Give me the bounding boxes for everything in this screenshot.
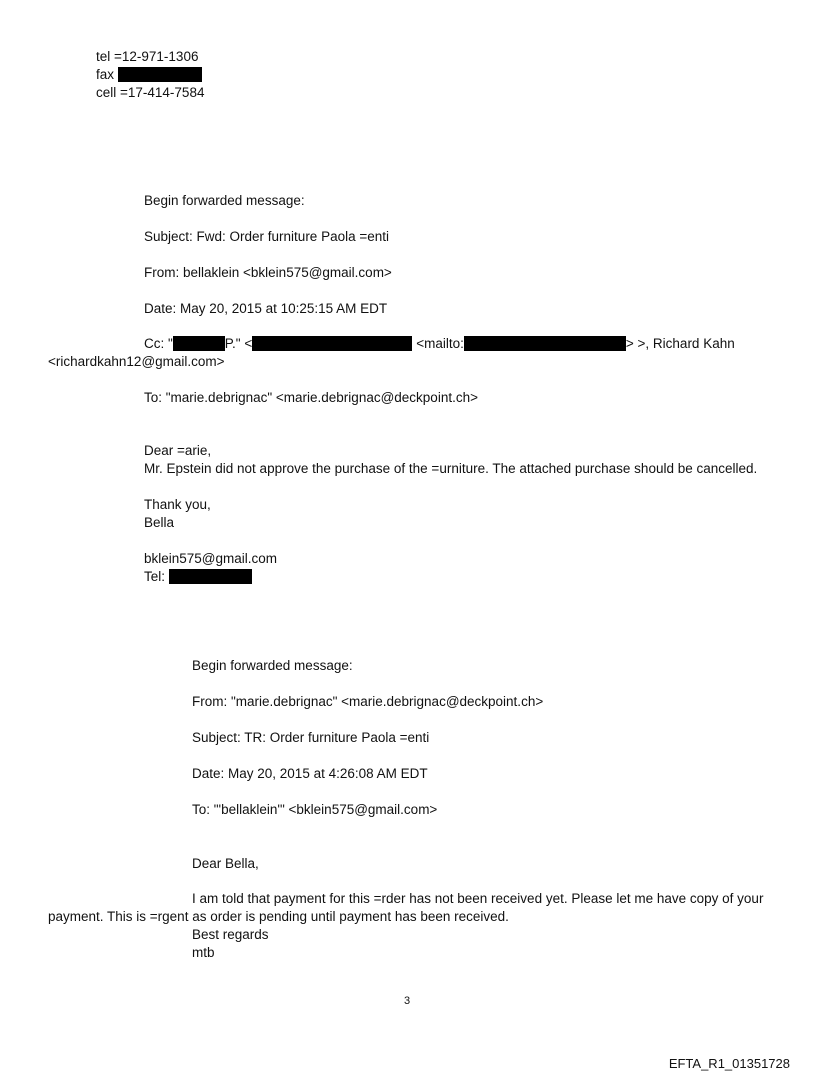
redaction-fax [118, 67, 202, 82]
tel-line: tel =12-971-1306 [96, 49, 199, 64]
redaction-cc-mailto [464, 336, 626, 351]
forward1-email: bklein575@gmail.com [144, 551, 278, 566]
forward2-greeting: Dear Bella, [192, 856, 259, 871]
forward1-thanks: Thank you, [144, 497, 211, 512]
forward2-closing: Best regards [192, 927, 269, 942]
cc-suffix: > >, Richard Kahn [625, 336, 735, 351]
page-number: 3 [404, 995, 411, 1007]
forward1-body: Mr. Epstein did not approve the purchase of the =urniture. The attached purchase should be cancelled. [144, 461, 758, 476]
forward2-from: From: "marie.debrignac" <marie.debrignac@deckpoint.ch> [192, 694, 544, 709]
forward1-cc [144, 336, 735, 352]
forward1-cc-line2: <richardkahn12@gmail.com> [48, 354, 225, 369]
cc-prefix: Cc: " [144, 336, 173, 351]
forward1-from: From: bellaklein <bklein575@gmail.com> [144, 265, 392, 280]
redaction-cc-name [173, 336, 225, 351]
forward1-intro: Begin forwarded message: [144, 193, 305, 208]
forward2-signature: mtb [192, 945, 215, 960]
forward1-tel [144, 569, 252, 585]
forward1-greeting: Dear =arie, [144, 443, 212, 458]
forward2-to: To: "'bellaklein'" <bklein575@gmail.com> [192, 802, 438, 817]
forward1-subject: Subject: Fwd: Order furniture Paola =enti [144, 229, 389, 244]
forward1-date: Date: May 20, 2015 at 10:25:15 AM EDT [144, 301, 388, 316]
document-id: EFTA_R1_01351728 [668, 1056, 790, 1071]
redaction-cc-email [252, 336, 412, 351]
fax-line [96, 67, 202, 83]
forward2-body-line2: payment. This is =rgent as order is pending until payment has been received. [48, 909, 509, 924]
forward1-to: To: "marie.debrignac" <marie.debrignac@deckpoint.ch> [144, 390, 478, 405]
forward2-body-line1: I am told that payment for this =rder has not been received yet. Please let me have copy of your [192, 891, 764, 906]
cell-line: cell =17-414-7584 [96, 85, 205, 100]
cc-p: P." < [224, 336, 253, 351]
forward2-intro: Begin forwarded message: [192, 658, 353, 673]
tel-label: Tel: [144, 569, 166, 584]
forward1-signature: Bella [144, 515, 175, 530]
forward2-date: Date: May 20, 2015 at 4:26:08 AM EDT [192, 766, 428, 781]
forward2-subject: Subject: TR: Order furniture Paola =enti [192, 730, 430, 745]
cc-mailto: <mailto: [416, 336, 464, 351]
fax-label: fax [96, 67, 115, 82]
redaction-tel [169, 569, 252, 584]
